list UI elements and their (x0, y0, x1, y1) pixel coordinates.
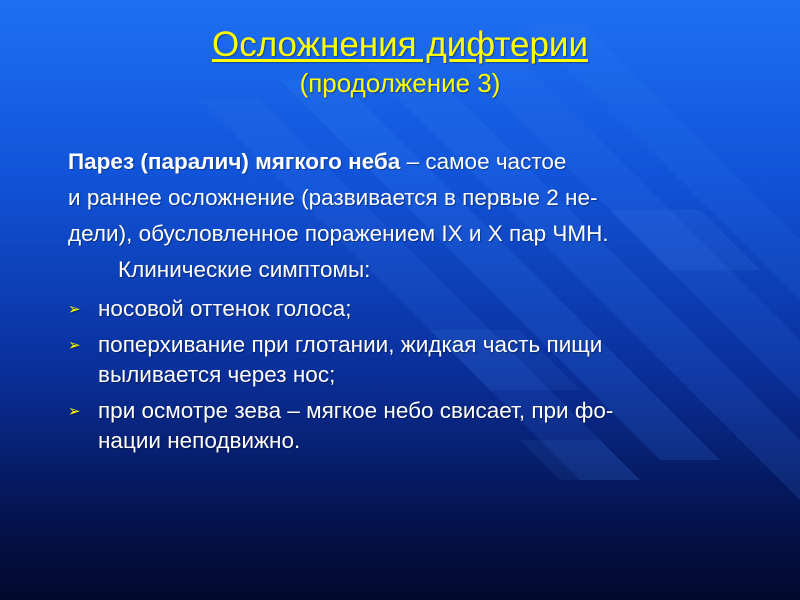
slide-subtitle: (продолжение 3) (299, 68, 501, 98)
title-block (0, 24, 800, 99)
arrow-right-icon: ➢ (68, 301, 81, 318)
bold-term: Парез (паралич) мягкого неба (68, 149, 401, 174)
intro-line-1 (68, 144, 768, 180)
symptom-list (68, 294, 768, 456)
intro-line-3: дели), обусловленное поражением IX и X пар ЧМН. (68, 221, 609, 246)
list-item-text: носовой оттенок голоса; (98, 296, 352, 321)
arrow-right-icon: ➢ (68, 403, 81, 420)
list-item-text: при осмотре зева – мягкое небо свисает, при фо- (98, 398, 614, 423)
list-item-text: поперхивание при глотании, жидкая часть пищи (98, 332, 603, 357)
list-item (68, 396, 768, 456)
symptoms-heading: Клинические симптомы: (118, 257, 371, 282)
arrow-right-icon: ➢ (68, 337, 81, 354)
list-item-text-continued: нации неподвижно. (98, 428, 301, 453)
list-item-text-continued: выливается через нос; (98, 362, 336, 387)
intro-line-2: и раннее осложнение (развивается в первые 2 не- (68, 185, 598, 210)
slide-body (68, 144, 768, 456)
list-item (68, 294, 768, 324)
slide-title: Осложнения дифтерии (211, 25, 589, 64)
intro-line-1-rest: – самое частое (400, 149, 567, 174)
list-item (68, 330, 768, 390)
